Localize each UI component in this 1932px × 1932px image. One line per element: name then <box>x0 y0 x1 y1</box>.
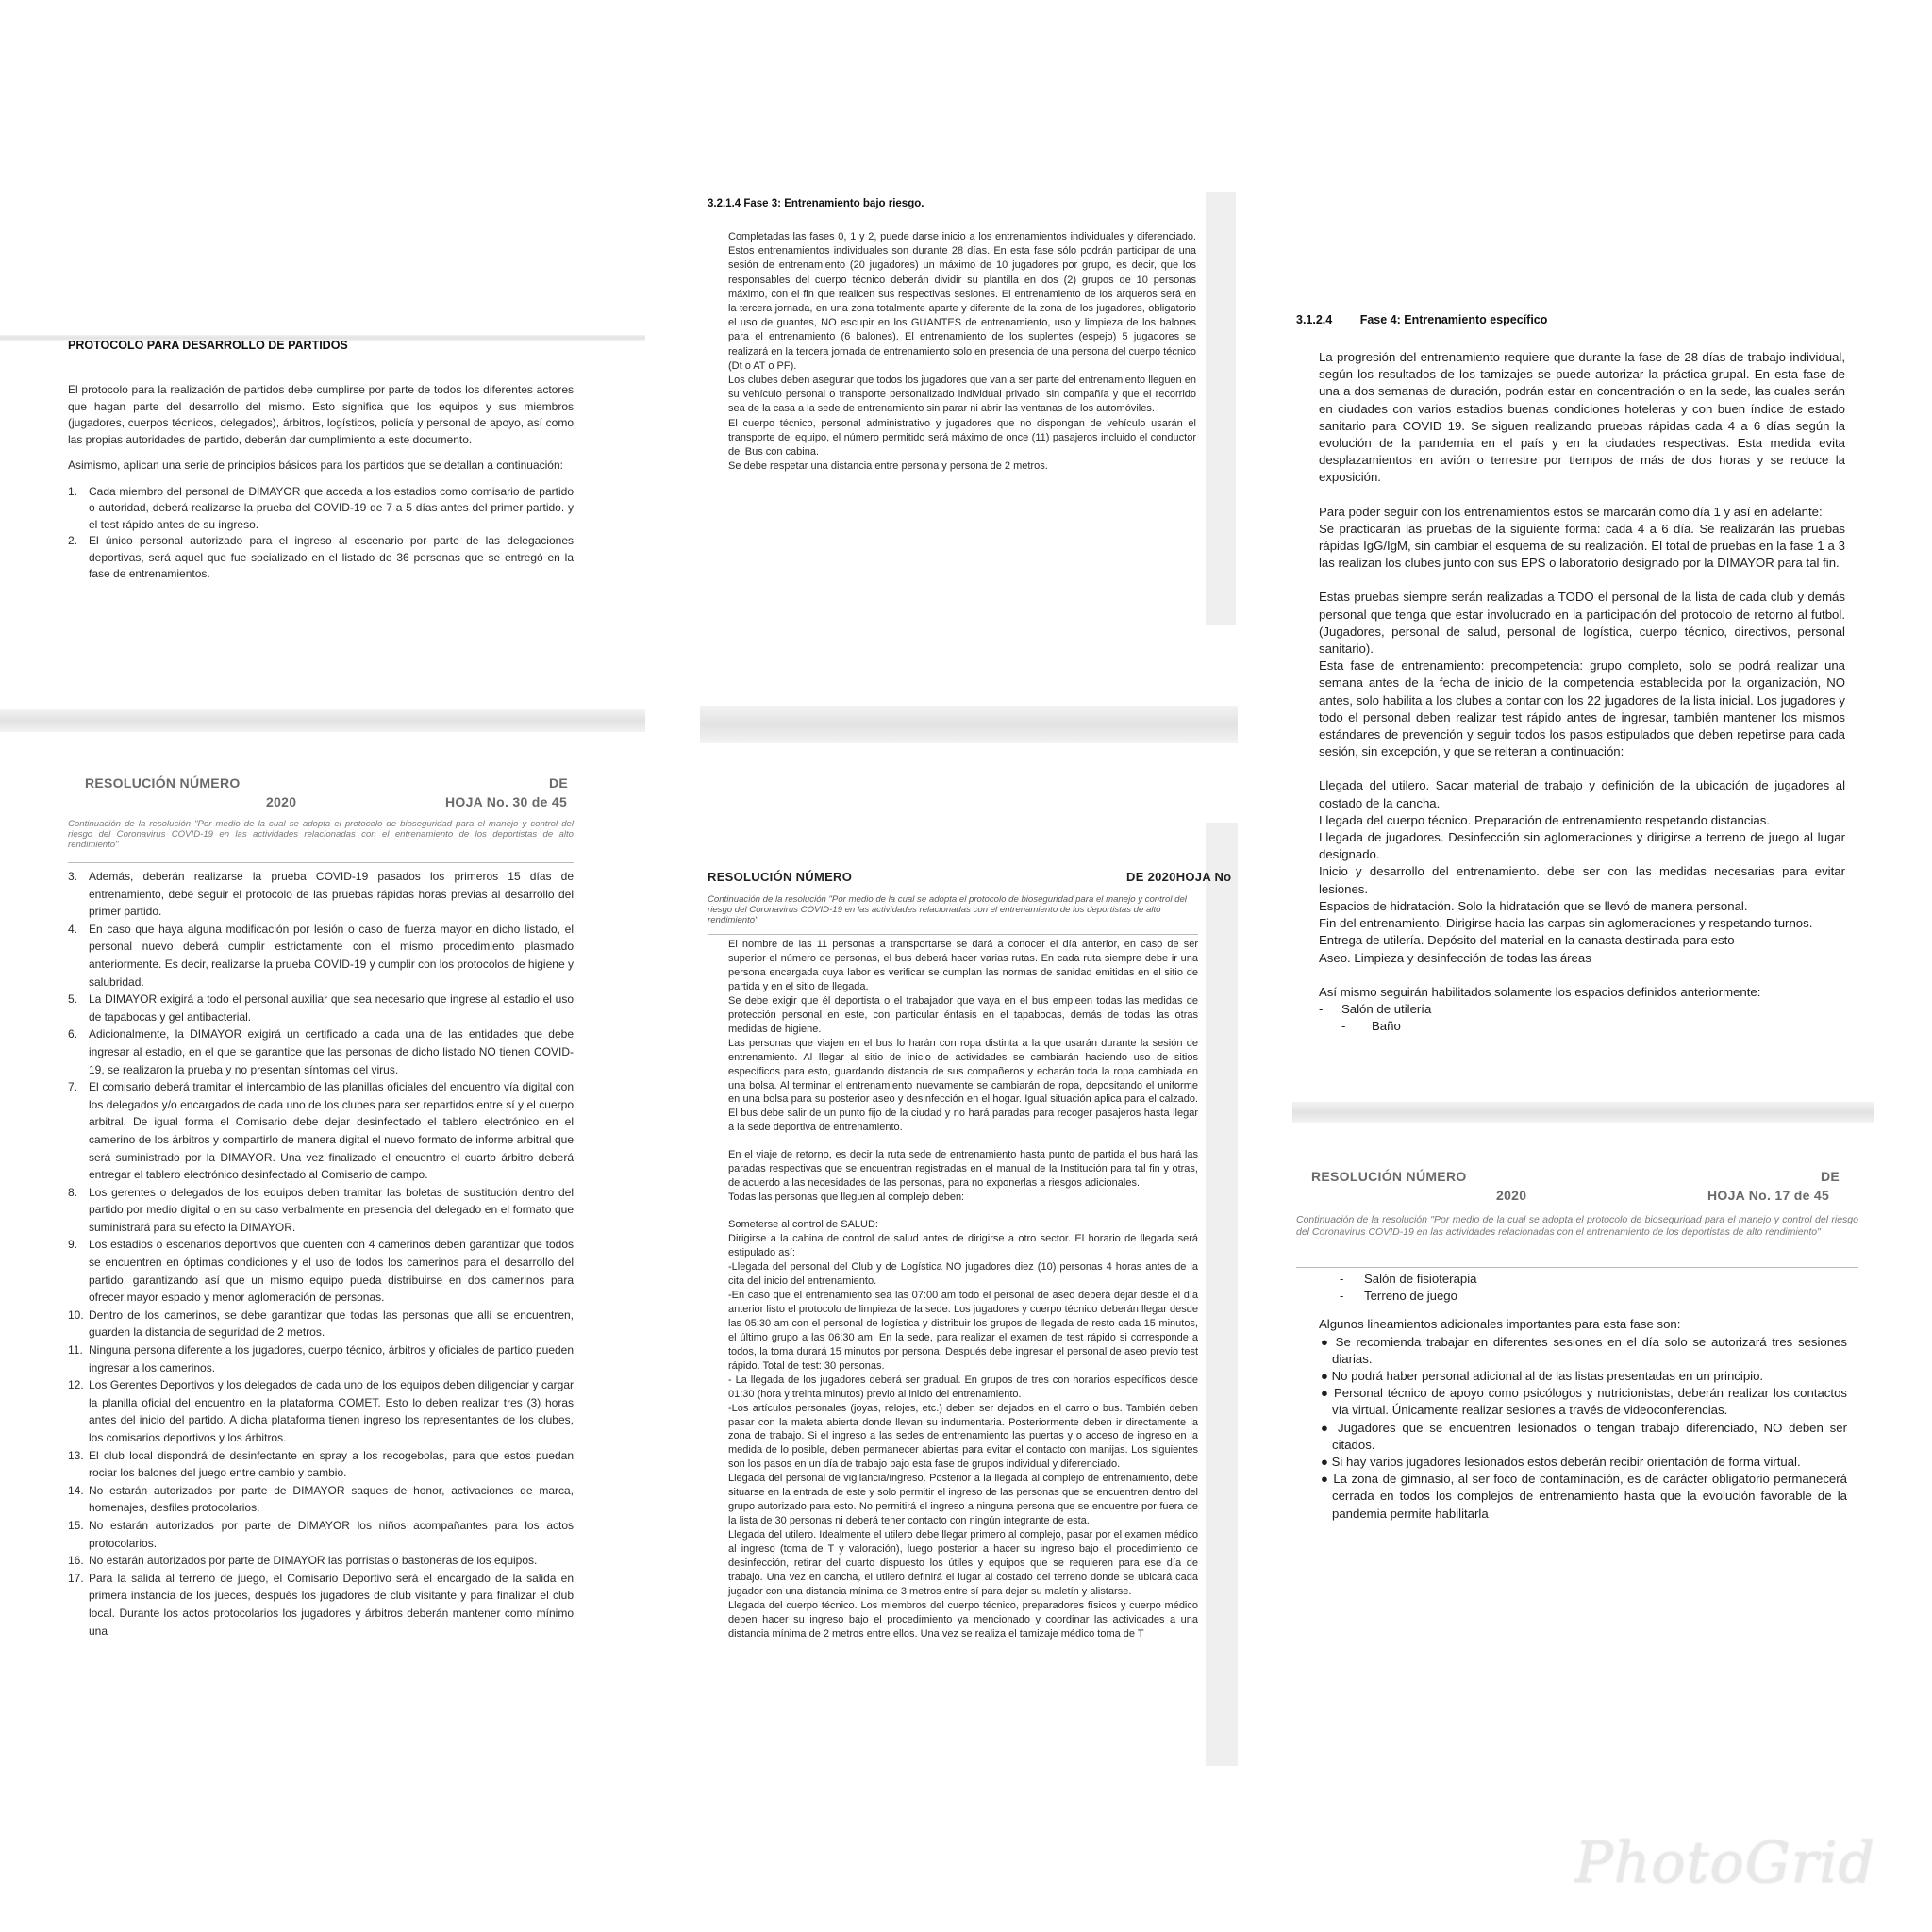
list-item <box>68 1447 574 1482</box>
item-number: 17. <box>68 1571 84 1585</box>
protocol-principles: Asimismo, aplican una serie de principios básicos para los partidos que se detallan a continuación: <box>68 458 563 472</box>
list-item: Llegada del utilero. Sacar material de trabajo y definición de la ubicación de jugadores al costado de la cancha. <box>1319 778 1845 810</box>
item-number: 4. <box>68 922 78 936</box>
list-item: - Salón de utilería <box>1319 1001 1432 1016</box>
list-item <box>68 1341 574 1376</box>
item-text: Cada miembro del personal de DIMAYOR que acceda a los estadios como comisario de partido o autoridad, deberá realizarse la prueba del COVID-19 de 7 a 5 días antes del primer partido. y el test rápido antes de su ingreso. <box>89 484 574 531</box>
item-text: No estarán autorizados por parte de DIMAYOR saques de honor, activaciones de marca, homenajes, desfiles protocolarios. <box>89 1483 574 1515</box>
list-item <box>68 1184 574 1237</box>
panel-resolucion-hoja-30 <box>0 745 645 1638</box>
item-text: Salón de utilería <box>1341 1001 1432 1016</box>
fase4-spaces <box>1319 1001 1845 1035</box>
list-item <box>68 868 574 921</box>
body-paragraph: El nombre de las 11 personas a transportarse se dará a conocer el día anterior, en caso de ser superior el número de personas, el bus deberá hacer varias rutas. En cada ruta siempre debe ir una persona encargada cuya labor es verificar se cumplan las normas de sanidad emitidas en el sitio de partida y en el sitio de llegada. <box>728 939 1198 992</box>
list-item <box>68 1517 574 1552</box>
item-text: Además, deberán realizarse la prueba COVID-19 pasados los primeros 15 días de entrenamiento, debe seguir el protocolo de las pruebas rápidas horas previas al desarrollo del primer partido. <box>89 870 574 919</box>
panel-protocolo-partidos <box>0 335 645 708</box>
panel-separator <box>700 706 1238 743</box>
fase4-para-2: Para poder seguir con los entrenamientos estos se marcarán como día 1 y así en adelante: <box>1319 504 1823 519</box>
item-number: 1. <box>68 484 78 498</box>
item-text: Si hay varios jugadores lesionados estos deberán recibir orientación de forma virtual. <box>1331 1455 1801 1470</box>
bullet-icon: ● <box>1321 1334 1330 1349</box>
item-text: Se recomienda trabajar en diferentes sesiones en el día solo se autorizará tres sesiones diarias. <box>1332 1334 1847 1366</box>
body-paragraph: -En caso que el entrenamiento sea las 07:00 am todo el personal de aseo deberá dejar desde el día anterior listo el protocolo de limpieza de la sede. Los jugadores y cuerpo técnico deberán llegar desde las 05:30 am con el personal de logística y distribuir los grupos de llegada de resto cada 15 minutos, el último grupo a las 06:30 am. En la sede, para realizar el examen de test rápido si corresponde a todos, la toma durará 15 minutos por persona. Después debe ingresar el personal de aseo previo test rápido. Total de test: 30 personas. <box>728 1289 1198 1372</box>
protocol-title: PROTOCOLO PARA DESARROLLO DE PARTIDOS <box>68 339 348 352</box>
item-number: 6. <box>68 1027 78 1041</box>
body-paragraph: -Llegada del personal del Club y de Logística NO jugadores diez (10) personas 4 horas antes de la cita del inicio del entrenamiento. <box>728 1261 1198 1287</box>
panel-resolucion-transporte <box>698 823 1238 1766</box>
body-paragraph: Someterse al control de SALUD: <box>728 1219 878 1231</box>
list-item: Aseo. Limpieza y desinfección de todas las áreas <box>1319 950 1591 965</box>
fase3-body <box>728 230 1196 474</box>
item-text: El único personal autorizado para el ingreso al escenario por parte de las delegaciones deportivas, será aquel que fue socializado en el listado de 36 personas que se entregó en la fase de entrenamientos. <box>89 534 574 580</box>
spacer <box>728 1205 1198 1218</box>
fase4-para-1: La progresión del entrenamiento requiere que durante la fase de 28 días de trabajo individual, según los resultados de los tamizajes se puede autorizar la práctica grupal. En esta fase de una a dos semanas de duración, podrán estar en concentración o en la sede, las cuales serán en ciudades con varios estadios buenas condiciones hoteleras y con buen índice de estado sanitario para COVID 19. Se siguen realizando pruebas rápidas cada 4 a 6 días según la evolución de la pandemia en el país y en la ciudades respectivas. Esta medida evita desplazamientos en avión o terrestre por tiempos de más de dos horas y se reduce la exposición. <box>1319 350 1845 485</box>
bullet-icon: ● <box>1321 1472 1329 1487</box>
item-text: Dentro de los camerinos, se debe garantizar que todas las personas que allí se encuentren, guarden la distancia de seguridad de 2 metros. <box>89 1307 574 1340</box>
body-paragraph: Se debe exigir que él deportista o el trabajador que vaya en el bus empleen todas las medidas de protección personal en este, con particular énfasis en el tapabocas, demás de todas las otras medidas de higiene. <box>728 994 1198 1035</box>
resolution-de: DE <box>549 775 569 791</box>
resolution-items <box>68 868 574 1640</box>
item-text: La zona de gimnasio, al ser foco de contaminación, es de carácter obligatorio permanecerá cerrada en todos los complejos de entrenamiento hasta que la evolución favorable de la pandemia permite habilitarla <box>1332 1472 1847 1521</box>
fase4-continuation-body <box>1319 1271 1847 1523</box>
item-text: La DIMAYOR exigirá a todo el personal auxiliar que sea necesario que ingrese al estadio el uso de tapabocas y gel antibacterial. <box>89 992 574 1024</box>
item-number: 13. <box>68 1448 84 1462</box>
bullet-icon: ● <box>1321 1386 1330 1401</box>
body-paragraph: Las personas que viajen en el bus lo harán con ropa distinta a la que usarán durante la sesión de entrenamiento. Al llegar al sitio de inicio de actividades se cambiarán haciendo uso de sitios específicos para esto, guardando distancia de sus compañeros y echarán toda la ropa cambiada en una bolsa. Al terminar el entrenamiento nuevamente se cambiarán de ropa, depositando el uniforme en una bolsa para su posterior aseo y desinfección en el hogar. Igual situación aplica para el calzado. El bus debe salir de un punto fijo de la ciudad y no hará paradas para recoger pasajeros hasta llegar a la sede deportiva de entrenamiento. <box>728 1037 1198 1134</box>
list-item: Llegada de jugadores. Desinfección sin aglomeraciones y dirigirse a terreno de juego al lugar designado. <box>1319 830 1845 862</box>
list-item <box>1319 1334 1847 1368</box>
panel-fase-3 <box>698 189 1238 708</box>
resolution-continuation: Continuación de la resolución "Por medio de la cual se adopta el protocolo de bioseguridad para el manejo y control del riesgo del Coronavirus COVID-19 en las actividades relacionadas con el entrenamiento de los deportistas de alto rendimiento" <box>68 819 574 850</box>
item-text: El comisario deberá tramitar el intercambio de las planillas oficiales del encuentro vía digital con los delegados y/o encargados de cada uno de los clubes para ser repartidos entre sí y el cuerpo arbitral. De igual forma el Comisario debe dejar desinfectado el tablero electrónico en el camerino de los árbitros y compartirlo de manera digital el nuevo formato de informe arbitral que será suministrado por la DIMAYOR. Una vez finalizado el encuentro el cuarto árbitro deberá entregar el tablero electrónico desinfectado al Comisario de campo. <box>89 1080 574 1182</box>
fase4-steps <box>1319 777 1845 966</box>
item-text: Ninguna persona diferente a los jugadores, cuerpo técnico, árbitros y oficiales de partido pueden ingresar a los camerinos. <box>89 1343 574 1374</box>
item-text: En caso que haya alguna modificación por lesión o caso de fuerza mayor en dicho listado, el personal nuevo deberá cumplir estrictamente con el mismo procedimiento plasmado anteriormente. Es decir, realizarse la prueba COVID-19 y cumplir con los protocolos de higiene y salubridad. <box>89 922 574 989</box>
list-item <box>68 921 574 991</box>
list-item <box>68 484 574 534</box>
panel-resolucion-hoja-17 <box>1283 1146 1877 1524</box>
item-text: Los Gerentes Deportivos y los delegados de cada uno de los equipos deben diligenciar y cargar la planilla oficial del encuentro en la plataforma COMET. Esto lo deben realizar tres (3) horas antes del inicio del partido. A dicha plataforma tienen ingreso los representantes de los clubes, los comisarios deportivos y los árbitros. <box>89 1378 574 1444</box>
item-number: 14. <box>68 1483 84 1497</box>
guidelines-intro: Algunos lineamientos adicionales importantes para esta fase son: <box>1319 1317 1681 1332</box>
fase4-title <box>1296 313 1547 326</box>
header-rule <box>68 862 574 863</box>
resolution-right-label: DE 2020HOJA No <box>1126 870 1232 884</box>
fase3-text-4: Se debe respetar una distancia entre persona y persona de 2 metros. <box>728 460 1048 473</box>
item-number: 12. <box>68 1378 84 1392</box>
item-number: 2. <box>68 534 78 547</box>
fase3-text-2: Los clubes deben asegurar que todos los jugadores que van a ser parte del entrenamiento lleguen en su vehículo personal o transporte personalizado individual privado, sin compañía y que el recorrido sea de la casa a la sede de entrenamiento sin parar ni abrir las ventanas de los automóviles. <box>728 375 1196 415</box>
panel-right-strip <box>1206 823 1238 1766</box>
bullet-icon: ● <box>1321 1369 1328 1384</box>
body-paragraph: Llegada del personal de vigilancia/ingreso. Posterior a la llegada al complejo de entrenamiento, debe situarse en la entrada de este y solo permitir el ingreso de las personas que se encuentren dentro del grupo autorizado para esto. No permitirá el ingreso a ninguna persona que se encuentre por fuera de la lista de 30 personas ni deberá tener contacto con ningún integrante de esta. <box>728 1473 1198 1527</box>
bullet-icon: ● <box>1321 1420 1332 1435</box>
resolution-year: 2020 <box>266 794 297 809</box>
item-number: 10. <box>68 1307 84 1322</box>
list-item: Espacios de hidratación. Solo la hidratación que se llevó de manera personal. <box>1319 898 1748 913</box>
resolution-hoja: HOJA No. 30 de 45 <box>445 794 568 809</box>
fase3-title: 3.2.1.4 Fase 3: Entrenamiento bajo riesgo. <box>708 198 924 209</box>
resolution-label: RESOLUCIÓN NÚMERO <box>708 870 853 884</box>
list-item: - Salón de fisioterapia <box>1340 1272 1477 1286</box>
list-item: Llegada del cuerpo técnico. Preparación de entrenamiento respetando distancias. <box>1319 812 1770 827</box>
protocol-body <box>68 382 574 583</box>
resolution-label: RESOLUCIÓN NÚMERO <box>85 775 241 791</box>
list-item: Fin del entrenamiento. Dirigirse hacia las carpas sin aglomeraciones y respetando turnos. <box>1319 916 1813 931</box>
item-number: 16. <box>68 1554 84 1568</box>
panel-separator <box>1292 1102 1874 1123</box>
item-text: Baño <box>1372 1019 1401 1034</box>
item-text: No podrá haber personal adicional al de las listas presentadas en un principio. <box>1331 1369 1764 1384</box>
fase4-number: 3.1.2.4 <box>1296 313 1333 326</box>
protocol-items <box>68 484 574 583</box>
body-paragraph: -Los artículos personales (joyas, relojes, etc.) deben ser dejados en el carro o bus. También deben pasar con la maleta abierta donde llevan su indumentaria. Posteriormente deben ir directamente la zona de trabajo. Si el ingreso a las sedes de entrenamiento las puertas y o acceso de ingreso en la medida de lo posible, deben permanecer abiertas para evitar el contacto con manijas. Los siguientes son los pasos en un día de trabajo bajo esta fase de grupos individual y diferenciado. <box>728 1402 1198 1471</box>
resolution-label: RESOLUCIÓN NÚMERO <box>1311 1169 1467 1184</box>
protocol-intro: El protocolo para la realización de partidos debe cumplirse por parte de todos los diferentes actores que hagan parte del desarrollo del mismo. Esto significa que los equipos y sus miembros (jugadores, cuerpos técnicos, delegados), árbitros, logísticos, policía y personal de apoyo, así como las propias autoridades de partido, deberán dar cumplimiento a este documento. <box>68 383 574 446</box>
list-item: - Terreno de juego <box>1340 1289 1457 1304</box>
resolution-de: DE <box>1821 1169 1840 1184</box>
body-paragraph: Llegada del cuerpo técnico. Los miembros del cuerpo técnico, preparadores físicos y cuerpo médico deben hacer su ingreso bajo el procedimiento ya mencionado y coordinar las actividades a una distancia mínima de 2 metros entre ellos. Una vez se realiza el tamizaje médico toma de T <box>728 1599 1198 1640</box>
fase3-text-3: El cuerpo técnico, personal administrativo y jugadores que no dispongan de vehículo usarán el transporte del equipo, el número permitido será máximo de once (11) pasajeros incluido el conductor del Bus con cabina. <box>728 417 1196 458</box>
item-text: El club local dispondrá de desinfectante en spray a los recogebolas, para que estos puedan rociar los balones del juego entre cambio y cambio. <box>89 1448 574 1480</box>
item-text: Para la salida al terreno de juego, el Comisario Deportivo será el encargado de la salida en primera instancia de los jueces, después los jugadores de club visitante y para finalizar el club local. Durante los actos protocolarios los jugadores y árbitros deberán mantener como mínimo una <box>89 1571 574 1638</box>
item-number: 8. <box>68 1185 78 1199</box>
header-rule <box>708 934 1198 935</box>
list-item <box>1319 1420 1847 1454</box>
list-item <box>68 1307 574 1341</box>
panel-fase-4 <box>1283 302 1877 1099</box>
list-item <box>68 1236 574 1306</box>
bullet-icon: ● <box>1321 1455 1328 1470</box>
header-rule <box>1296 1267 1858 1268</box>
fase4-name: Fase 4: Entrenamiento específico <box>1359 313 1548 326</box>
list-item <box>1319 1368 1847 1385</box>
spaces-list <box>1319 1271 1847 1305</box>
item-number: 5. <box>68 992 78 1007</box>
item-text: No estarán autorizados por parte de DIMAYOR las porristas o bastoneras de los equipos. <box>89 1554 538 1568</box>
resolution-continuation: Continuación de la resolución "Por medio de la cual se adopta el protocolo de bioseguridad para el manejo y control del riesgo del Coronavirus COVID-19 en las actividades relacionadas con el entrenamiento de los deportistas de alto rendimiento" <box>1296 1214 1858 1238</box>
fase3-text: Completadas las fases 0, 1 y 2, puede darse inicio a los entrenamientos individuales y diferenciado. Estos entrenamientos individuales son durante 28 días. En esta fase sólo podrán participar de una sesión de entrenamiento (20 jugadores) un máximo de 10 jugadores por grupo, es decir, que los responsables del cuerpo técnico deberán dividir su plantilla en dos (2) grupos de 10 personas máximo, con el fin que realicen sus respectivas sesiones. El entrenamiento de los arqueros será en la tercera jornada, en una zona totalmente aparte y diferente de la zona de los jugadores, obligatorio el uso de guantes, NO escupir en los GUANTES de entrenamiento, uso y limpieza de los balones para el entrenamiento (6 balones). El entrenamiento de los suplentes (espejo) 5 jugadores se realizará en la tercera jornada de entrenamiento solo en presencia de una persona del cuerpo técnico (Dt o AT o PF). <box>728 231 1196 372</box>
item-text: Adicionalmente, la DIMAYOR exigirá un certificado a cada una de las entidades que debe ingresar al estadio, en el que se garantice que las personas de dicho listado NO tienen COVID-19, se realizaron la prueba y no presentan síntomas del virus. <box>89 1027 574 1076</box>
fase4-para-4: Estas pruebas siempre serán realizadas a TODO el personal de la lista de cada club y demás personal que tenga que estar involucrado en la participación del protocolo de retorno al futbol. (Jugadores, personal de salud, personal de logística, cuerpo técnico, directivos, personal sanitario). <box>1319 590 1845 657</box>
photogrid-watermark: PhotoGrid <box>1574 1830 1875 1896</box>
list-item <box>1319 1385 1847 1419</box>
list-item <box>68 1482 574 1517</box>
item-text: Terreno de juego <box>1364 1289 1457 1304</box>
item-number: 9. <box>68 1238 78 1252</box>
body-paragraph: En el viaje de retorno, es decir la ruta sede de entrenamiento hasta punto de partida el bus hará las paradas respectivas que se encuentran registradas en el manual de la Institución para tal fin y otras, de acuerdo a las necesidades de las personas, para no exponerlas a riesgos adicionales. <box>728 1149 1198 1190</box>
body-paragraph: Dirigirse a la cabina de control de salud antes de dirigirse a otro sector. El horario de llegada será estipulado así: <box>728 1233 1198 1259</box>
list-item <box>68 1025 574 1078</box>
body-paragraph: Llegada del utilero. Idealmente el utilero debe llegar primero al complejo, pasar por el examen médico al ingreso (toma de T y valoración), luego posterior a hacer su ingreso bajo el procedimiento de desinfección, retirar del cuarto dispuesto los útiles y equipos que se requieren para ese día de trabajo. Una vez en cancha, el utilero definirá el lugar al costado del terreno donde se ubicará cada jugador con una distancia mínima de 3 metros entre sí para dejar su maletín y alistarse. <box>728 1529 1198 1597</box>
list-item: - Baño <box>1341 1019 1401 1034</box>
item-number: 15. <box>68 1518 84 1532</box>
list-item <box>68 1078 574 1184</box>
panel-separator <box>0 709 645 732</box>
panel-right-strip <box>1206 192 1236 625</box>
resolution-year: 2020 <box>1496 1188 1527 1203</box>
list-item <box>1319 1471 1847 1523</box>
fase4-spaces-intro: Así mismo seguirán habilitados solamente los espacios definidos anteriormente: <box>1319 984 1761 999</box>
fase4-para-5: Esta fase de entrenamiento: precompetencia: grupo completo, solo se podrá realizar una semana antes de la fecha de inicio de la competencia establecida por la organización, NO antes, solo habilita a los clubes a contar con los 22 jugadores de la lista inicial. Los jugadores y todo el personal deben realizar test rápido antes de ingresar, también mantener los mismos estándares de prevención y seguir todos los pasos estipulados que deben repetirse para cada sesión, sin excepción, y que se reiteran a continuación: <box>1319 658 1845 759</box>
item-number: 7. <box>68 1080 78 1094</box>
list-item <box>68 533 574 583</box>
list-item <box>68 1570 574 1640</box>
transporte-body <box>728 938 1198 1641</box>
guidelines-list <box>1319 1334 1847 1523</box>
fase4-para-3: Se practicarán las pruebas de la siguiente forma: cada 4 a 6 día. Se realizarán las pruebas rápidas IgG/IgM, sin cambiar el esquema de su realización. El total de pruebas en la fase 1 a 3 las realizan los clubes junto con sus EPS o laboratorio designado por la DIMAYOR para tal fin. <box>1319 521 1845 571</box>
item-number: 11. <box>68 1343 83 1357</box>
body-paragraph: Todas las personas que lleguen al complejo deben: <box>728 1191 965 1204</box>
resolution-hoja: HOJA No. 17 de 45 <box>1707 1188 1830 1203</box>
list-item: Inicio y desarrollo del entrenamiento. debe ser con las medidas necesarias para evitar lesiones. <box>1319 864 1845 896</box>
list-item <box>1319 1454 1847 1471</box>
item-number: 3. <box>68 870 78 883</box>
list-item <box>68 1376 574 1446</box>
item-text: Jugadores que se encuentren lesionados o tengan trabajo diferenciado, NO deben ser citados. <box>1332 1420 1847 1452</box>
item-text: Los estadios o escenarios deportivos que cuenten con 4 camerinos deben garantizar que todos se encuentren en óptimas condiciones y el uso de todos los camerinos para el desarrollo del partido, garantizando así que un mismo equipo pueda distribuirse en dos camerinos para ofrecer mayor espacio y menor aglomeración de personas. <box>89 1238 574 1305</box>
spacer <box>728 1135 1198 1148</box>
item-text: No estarán autorizados por parte de DIMAYOR los niños acompañantes para los actos protocolarios. <box>89 1518 574 1550</box>
list-item <box>68 1552 574 1570</box>
resolution-continuation: Continuación de la resolución "Por medio de la cual se adopta el protocolo de bioseguridad para el manejo y control del riesgo del Coronavirus COVID-19 en las actividades relacionadas con el entrenamiento de los deportistas de alto rendimiento" <box>708 894 1187 925</box>
item-text: Los gerentes o delegados de los equipos deben tramitar las boletas de sustitución dentro del partido por medio digital o en su caso verbalmente en presencia del delegado en el formato que suministrará para su efecto la DIMAYOR. <box>89 1185 574 1234</box>
body-paragraph: - La llegada de los jugadores deberá ser gradual. En grupos de tres con horarios específicos desde 01:30 (hora y treinta minutos) previo al inicio del entrenamiento. <box>728 1374 1198 1400</box>
fase4-body <box>1319 349 1845 1035</box>
item-text: Salón de fisioterapia <box>1364 1272 1477 1286</box>
list-item: Entrega de utilería. Depósito del material en la canasta destinada para esto <box>1319 933 1735 948</box>
item-text: Personal técnico de apoyo como psicólogos y nutricionistas, deberán realizar los contactos vía virtual. Únicamente realizar sesiones a través de videoconferencias. <box>1332 1386 1847 1418</box>
list-item <box>68 991 574 1025</box>
